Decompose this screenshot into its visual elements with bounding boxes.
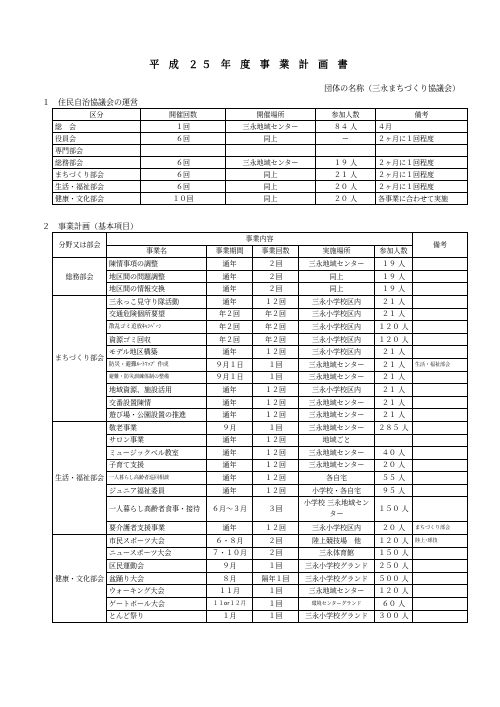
table-cell: ２ヶ月に１回程度 xyxy=(376,133,468,145)
table-row xyxy=(53,585,468,598)
table-cell: 三永小学校区内 xyxy=(299,321,375,334)
table-cell: 散乱ゴミ追放ｷｬﾝﾍﾟｰﾝ xyxy=(107,321,207,334)
plan-table-body xyxy=(53,258,468,623)
table-cell: ２１ 人 xyxy=(375,308,413,321)
table-cell: 各自宅 xyxy=(299,472,375,485)
table-cell: 敬老事業 xyxy=(107,421,207,434)
table-cell xyxy=(413,308,468,321)
table-cell: ６０ 人 xyxy=(375,598,413,611)
table-cell: １９ 人 xyxy=(375,283,413,296)
table-cell: ６回 xyxy=(141,157,226,169)
table-cell: １２回 xyxy=(253,522,299,535)
table-cell: 小学校・各自宅 xyxy=(299,484,375,497)
table-cell: 三永小学校区内 xyxy=(299,308,375,321)
table-row xyxy=(53,258,468,271)
table-cell: ８月 xyxy=(207,572,253,585)
table-row xyxy=(53,472,468,485)
table-row xyxy=(53,283,468,296)
table-cell: １２回 xyxy=(253,484,299,497)
table-cell: １２回 xyxy=(253,447,299,460)
table-cell xyxy=(413,572,468,585)
table-cell: 年２回 xyxy=(207,333,253,346)
table-cell: 通年 xyxy=(207,270,253,283)
table-cell: 小学校 三永地域センター xyxy=(299,497,375,522)
table-cell: １回 xyxy=(253,560,299,573)
table-cell xyxy=(413,434,468,447)
table-cell: 生活・福祉部会 xyxy=(53,181,141,193)
table-row xyxy=(53,497,468,522)
header-people: 参加人数 xyxy=(316,109,376,121)
table-cell: １２０ 人 xyxy=(375,585,413,598)
table-cell xyxy=(413,384,468,397)
table-cell: 防災・避難ﾙｰﾄﾏｯﾌﾟ 作成 xyxy=(107,358,207,371)
meeting-table-header xyxy=(53,109,468,121)
header-note: 備考 xyxy=(413,233,468,258)
table-cell: 盆踊り大会 xyxy=(107,572,207,585)
table-row xyxy=(53,598,468,611)
header-count: 開催回数 xyxy=(141,109,226,121)
table-cell: ２１ 人 xyxy=(375,358,413,371)
table-row xyxy=(53,484,468,497)
table-cell: ４月 xyxy=(376,121,468,133)
table-cell: ４０ 人 xyxy=(375,447,413,460)
group-name: 健康・文化部会 xyxy=(53,535,107,623)
table-cell: 通年 xyxy=(207,459,253,472)
table-cell xyxy=(413,409,468,422)
table-cell: 同上 xyxy=(226,193,316,205)
table-cell: １２回 xyxy=(253,346,299,359)
table-cell: 遊び場・公園設置の推進 xyxy=(107,409,207,422)
table-cell: 総 会 xyxy=(53,121,141,133)
table-cell xyxy=(413,560,468,573)
table-cell: 同上 xyxy=(299,270,375,283)
table-cell xyxy=(413,610,468,623)
table-cell: 通年 xyxy=(207,472,253,485)
table-cell: 地区間の問題調整 xyxy=(107,270,207,283)
table-row xyxy=(53,145,468,157)
table-cell: ６回 xyxy=(141,169,226,181)
table-cell: ２１ 人 xyxy=(375,396,413,409)
organization-name: 団体の名称（三永まちづくり協議会） xyxy=(324,84,460,93)
table-cell: 通年 xyxy=(207,384,253,397)
table-row xyxy=(53,346,468,359)
table-cell: ２０ 人 xyxy=(316,193,376,205)
group-name: 生活・福祉部会 xyxy=(53,421,107,534)
table-cell: 陳情事項の調整 xyxy=(107,258,207,271)
table-row xyxy=(53,522,468,535)
table-cell: ニュースポーツ大会 xyxy=(107,547,207,560)
table-row xyxy=(53,308,468,321)
section-1-heading: １ 住民自治協議会の運営 xyxy=(42,98,138,107)
table-cell: ２８５ 人 xyxy=(375,421,413,434)
table-cell: １回 xyxy=(253,421,299,434)
table-cell: 三永小学校区内 xyxy=(299,522,375,535)
header-place: 実施場所 xyxy=(299,245,375,258)
table-cell: ９５ 人 xyxy=(375,484,413,497)
table-cell: 各事業に合わせて実施 xyxy=(376,193,468,205)
table-cell: １回 xyxy=(253,358,299,371)
table-row xyxy=(53,321,468,334)
table-cell: ２１ 人 xyxy=(375,384,413,397)
table-cell: 地域ごと xyxy=(299,434,375,447)
table-row xyxy=(53,358,468,371)
table-row xyxy=(53,384,468,397)
table-cell: 三永地域センター xyxy=(299,409,375,422)
table-cell: 三永小学校区内 xyxy=(299,333,375,346)
table-cell: 年２回 xyxy=(253,308,299,321)
table-cell: 専門部会 xyxy=(53,145,141,157)
table-cell: １１月 xyxy=(207,585,253,598)
table-cell: 通年 xyxy=(207,295,253,308)
header-place: 開催場所 xyxy=(226,109,316,121)
table-cell: １回 xyxy=(253,585,299,598)
table-cell: 三永地域センター xyxy=(226,157,316,169)
section-2-heading: ２ 事業計画（基本項目） xyxy=(42,222,138,231)
table-row xyxy=(53,610,468,623)
table-cell: 三永地域センター xyxy=(299,421,375,434)
table-cell: 三永小学校グランド xyxy=(299,572,375,585)
table-cell xyxy=(413,447,468,460)
table-cell: モデル地区構築 xyxy=(107,346,207,359)
table-row xyxy=(53,421,468,434)
table-cell: 三永小学校区内 xyxy=(299,346,375,359)
table-cell: ９月 xyxy=(207,421,253,434)
table-cell: ９月１日 xyxy=(207,371,253,384)
table-cell: ２ヶ月に１回程度 xyxy=(376,157,468,169)
table-row xyxy=(53,447,468,460)
table-cell: 資源ゴミ回収 xyxy=(107,333,207,346)
table-cell: ２ヶ月に１回程度 xyxy=(376,169,468,181)
table-row xyxy=(53,121,468,133)
table-cell: 三永地域センター xyxy=(299,396,375,409)
table-cell xyxy=(413,497,468,522)
header-content: 事業内容 xyxy=(107,233,413,246)
table-cell: １２回 xyxy=(253,472,299,485)
table-cell: １２回 xyxy=(253,295,299,308)
table-cell: ９月 xyxy=(207,560,253,573)
table-cell: 同上 xyxy=(226,181,316,193)
table-cell: １９ 人 xyxy=(375,270,413,283)
table-cell: ２１ 人 xyxy=(375,371,413,384)
table-cell: １０回 xyxy=(141,193,226,205)
group-name: まちづくり部会 xyxy=(53,295,107,421)
table-cell: ２回 xyxy=(253,283,299,296)
table-cell: まちづくり部会 xyxy=(53,169,141,181)
table-cell: ６回 xyxy=(141,181,226,193)
table-cell: 地域資源、施設活用 xyxy=(107,384,207,397)
table-cell: １９ 人 xyxy=(375,258,413,271)
table-cell: 市民スポーツ大会 xyxy=(107,535,207,548)
table-cell: ミュージックベル教室 xyxy=(107,447,207,460)
table-cell xyxy=(413,321,468,334)
table-cell: ２１ 人 xyxy=(375,346,413,359)
table-row xyxy=(53,371,468,384)
table-cell: 一人暮らし高齢者食事・接待 xyxy=(107,497,207,522)
table-cell: 陸上競技場 他 xyxy=(299,535,375,548)
table-cell: １回 xyxy=(141,121,226,133)
table-row xyxy=(53,434,468,447)
table-cell: 隔年１回 xyxy=(253,572,299,585)
table-cell: ８４ 人 xyxy=(316,121,376,133)
table-cell: １２回 xyxy=(253,409,299,422)
table-cell: １回 xyxy=(253,371,299,384)
table-cell: 環境センターグランド xyxy=(299,598,375,611)
table-cell: 区民運動会 xyxy=(107,560,207,573)
header-note: 備考 xyxy=(376,109,468,121)
table-cell: 三永体育館 xyxy=(299,547,375,560)
table-cell: 三永地域センター xyxy=(226,121,316,133)
table-cell: １５０ 人 xyxy=(375,547,413,560)
table-cell xyxy=(413,371,468,384)
table-cell: 交番設置陳情 xyxy=(107,396,207,409)
table-cell: ９月１日 xyxy=(207,358,253,371)
table-cell: １９ 人 xyxy=(316,157,376,169)
header-count: 事業回数 xyxy=(253,245,299,258)
table-cell: 年２回 xyxy=(207,308,253,321)
table-row xyxy=(53,181,468,193)
table-cell xyxy=(375,434,413,447)
table-cell: 通年 xyxy=(207,396,253,409)
group-name: 総務部会 xyxy=(53,258,107,296)
table-cell: 通年 xyxy=(207,346,253,359)
table-cell: １２０ 人 xyxy=(375,535,413,548)
table-row xyxy=(53,547,468,560)
table-cell xyxy=(316,145,376,157)
table-cell: ２ヶ月に１回程度 xyxy=(376,181,468,193)
table-row xyxy=(53,560,468,573)
table-cell: 通年 xyxy=(207,283,253,296)
table-cell: １１or１２月 xyxy=(207,598,253,611)
table-row xyxy=(53,333,468,346)
table-cell xyxy=(413,472,468,485)
table-cell: ウォーキング大会 xyxy=(107,585,207,598)
table-cell: １２０ 人 xyxy=(375,321,413,334)
table-cell: 年２回 xyxy=(253,321,299,334)
table-row xyxy=(53,459,468,472)
table-cell: ２１ 人 xyxy=(316,169,376,181)
table-cell: 交通危険個所要望 xyxy=(107,308,207,321)
table-cell: ２回 xyxy=(253,258,299,271)
plan-table xyxy=(52,232,468,623)
table-row xyxy=(53,409,468,422)
header-field: 分野又は部会 xyxy=(53,233,107,258)
plan-table-header-top xyxy=(53,233,468,246)
table-cell xyxy=(413,459,468,472)
table-cell: ２回 xyxy=(253,547,299,560)
table-cell: 同上 xyxy=(226,169,316,181)
table-cell xyxy=(141,145,226,157)
header-period: 事業期間 xyxy=(207,245,253,258)
table-cell: 三永小学校グランド xyxy=(299,610,375,623)
table-cell: 同上 xyxy=(226,133,316,145)
table-cell: ５００ 人 xyxy=(375,572,413,585)
table-cell: 通年 xyxy=(207,258,253,271)
table-cell: 生活・福祉部会 xyxy=(413,358,468,371)
table-cell: 三永地域センター xyxy=(299,585,375,598)
table-cell xyxy=(413,585,468,598)
table-cell: ６月～３月 xyxy=(207,497,253,522)
table-cell: １２回 xyxy=(253,434,299,447)
table-cell: 陸上･球技 xyxy=(413,535,468,548)
table-cell: １２０ 人 xyxy=(375,333,413,346)
table-cell: １月 xyxy=(207,610,253,623)
table-cell: 要介護者支援事業 xyxy=(107,522,207,535)
table-cell: １回 xyxy=(253,598,299,611)
table-cell xyxy=(226,145,316,157)
table-cell: とんど祭り xyxy=(107,610,207,623)
table-row xyxy=(53,270,468,283)
table-cell xyxy=(413,295,468,308)
table-row xyxy=(53,157,468,169)
table-cell: ６回 xyxy=(141,133,226,145)
table-cell xyxy=(413,258,468,271)
table-cell xyxy=(413,346,468,359)
table-cell xyxy=(376,145,468,157)
table-cell: ２０ 人 xyxy=(375,459,413,472)
table-cell xyxy=(413,270,468,283)
table-cell: ゲートボール大会 xyxy=(107,598,207,611)
table-cell: 年２回 xyxy=(207,321,253,334)
table-cell: ３回 xyxy=(253,497,299,522)
table-cell xyxy=(413,598,468,611)
table-cell: ２回 xyxy=(253,535,299,548)
table-cell: １５０ 人 xyxy=(375,497,413,522)
table-cell: １２回 xyxy=(253,396,299,409)
table-row xyxy=(53,193,468,205)
table-cell: 通年 xyxy=(207,409,253,422)
table-cell: ３００ 人 xyxy=(375,610,413,623)
table-cell: 三永地域センター xyxy=(299,459,375,472)
table-cell: ６・８月 xyxy=(207,535,253,548)
table-cell xyxy=(413,333,468,346)
table-cell: ２０ 人 xyxy=(375,522,413,535)
table-cell: 三永地域センター xyxy=(299,447,375,460)
table-cell: ２０ 人 xyxy=(316,181,376,193)
table-cell: 一人暮らし高齢者巡回相談 xyxy=(107,472,207,485)
meeting-table xyxy=(52,108,468,205)
table-cell xyxy=(413,484,468,497)
table-row xyxy=(53,295,468,308)
table-cell: 子育て支援 xyxy=(107,459,207,472)
header-category: 区分 xyxy=(53,109,141,121)
table-cell: 三永っこ見守り隊活動 xyxy=(107,295,207,308)
table-cell: 三永地域センター xyxy=(299,371,375,384)
meeting-table-body xyxy=(53,121,468,205)
table-cell: ２１ 人 xyxy=(375,295,413,308)
table-cell: 総務部会 xyxy=(53,157,141,169)
table-cell xyxy=(413,421,468,434)
document-title: 平 成 ２５ 年 度 事 業 計 画 書 xyxy=(149,60,351,71)
table-cell xyxy=(413,547,468,560)
table-cell: 健康・文化部会 xyxy=(53,193,141,205)
table-cell: 避難・防災訓練体制の整備 xyxy=(107,371,207,384)
table-cell: ７・１０月 xyxy=(207,547,253,560)
table-cell: 地区間の情報交換 xyxy=(107,283,207,296)
table-cell: ー xyxy=(316,133,376,145)
table-cell: まちづくり部会 xyxy=(413,522,468,535)
table-cell: 三永小学校区内 xyxy=(299,384,375,397)
table-cell: 三永地域センター xyxy=(299,358,375,371)
table-cell: ２１ 人 xyxy=(375,409,413,422)
table-cell: ５５ 人 xyxy=(375,472,413,485)
table-row xyxy=(53,169,468,181)
table-cell: １２回 xyxy=(253,384,299,397)
table-cell: １２回 xyxy=(253,459,299,472)
table-row xyxy=(53,535,468,548)
table-row xyxy=(53,396,468,409)
table-cell xyxy=(413,396,468,409)
plan-table-header-sub xyxy=(53,245,468,258)
table-cell: 通年 xyxy=(207,434,253,447)
table-cell: 三永地域センター xyxy=(299,258,375,271)
table-cell xyxy=(413,283,468,296)
table-cell: 三永小学校グランド xyxy=(299,560,375,573)
table-row xyxy=(53,133,468,145)
table-cell: 年２回 xyxy=(253,333,299,346)
table-cell: ２５０ 人 xyxy=(375,560,413,573)
header-project-name: 事業名 xyxy=(107,245,207,258)
table-cell: ジュニア福祉委員 xyxy=(107,484,207,497)
table-cell: 通年 xyxy=(207,484,253,497)
table-cell: 同上 xyxy=(299,283,375,296)
table-cell: ２回 xyxy=(253,270,299,283)
table-cell: 役員会 xyxy=(53,133,141,145)
table-cell: １回 xyxy=(253,610,299,623)
table-cell: 三永小学校区内 xyxy=(299,295,375,308)
table-cell: 通年 xyxy=(207,447,253,460)
table-cell: サロン事業 xyxy=(107,434,207,447)
table-row xyxy=(53,572,468,585)
table-cell: 通年 xyxy=(207,522,253,535)
header-people: 参加人数 xyxy=(375,245,413,258)
